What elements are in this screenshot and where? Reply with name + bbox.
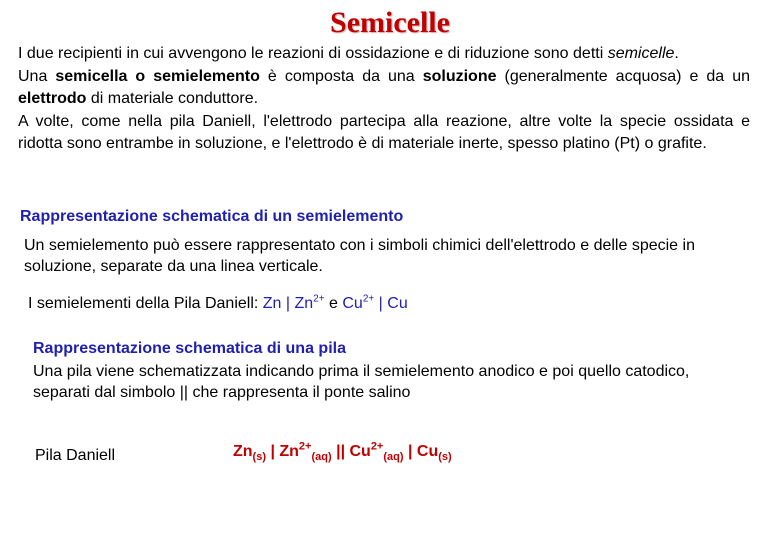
section-heading-semielemento: Rappresentazione schematica di un semielemento [20,208,404,225]
zn-half-cell [263,295,325,312]
intro-paragraph-1 [18,43,750,66]
cu-ion-symbol: Cu [342,295,363,312]
cu-ion-state: (aq) [383,451,404,464]
semielementi-label: I semielementi della Pila Daniell: [28,295,263,312]
pila-daniell-label: Pila Daniell [35,447,116,464]
zn-ion-charge: 2+ [298,440,312,453]
zn-ion-symbol: | Zn [266,443,299,460]
semielemento-description: Un semielemento può essere rappresentato con i simboli chimici dell'elettrodo e delle specie in soluzione, separate da una linea verticale. [24,237,695,275]
intro-p1-end: . [674,45,679,62]
cu-half-cell [342,295,407,312]
intro-p1-term: semicelle [607,45,675,62]
intro-paragraph-3: A volte, come nella pila Daniell, l'elettrodo partecipa alla reazione, altre volte la specie ossidata e ridotta sono entrambe in soluzione, e l'elettrodo è di materiale inerte, spesso platino (Pt) o grafite. [18,112,750,152]
intro-p2-term-soluzione: soluzione [422,67,497,85]
intro-text [18,43,750,156]
intro-p2-text-c: (generalmente acquosa) e da un [496,67,751,85]
daniell-semielementi-line [28,295,408,313]
cu-electrode-symbol: | Cu [374,295,408,312]
pila-description: Una pila viene schematizzata indicando prima il semielemento anodico e poi quello catodico, separati dal simbolo || che rappresenta il ponte salino [33,363,690,401]
daniell-cell-notation [233,440,452,464]
intro-p2-term-elettrodo: elettrodo [18,90,87,107]
intro-paragraph-2 [18,66,750,111]
cu-state: (s) [438,451,452,464]
and-word: e [324,295,343,312]
section-heading-pila: Rappresentazione schematica di una pila [33,340,346,357]
zn-half-cell-symbol: Zn | Zn [262,295,314,312]
zn-state: (s) [252,451,266,464]
zn-symbol: Zn [233,443,253,460]
cu-symbol: | Cu [403,443,439,460]
cu-charge: 2+ [362,293,375,305]
zn-ion-state: (aq) [311,451,332,464]
intro-p2-text-b: è composta da una [259,67,423,85]
cu-ion-charge: 2+ [370,440,384,453]
intro-p1-text: I due recipienti in cui avvengono le reazioni di ossidazione e di riduzione sono detti [18,45,608,62]
intro-p2-term-semicella: semicella o semielemento [55,67,260,85]
page-title: Semicelle [330,6,450,39]
zn-charge: 2+ [313,293,325,305]
intro-p2-text-a: Una [18,67,56,85]
intro-p2-text-d: di materiale conduttore. [86,90,259,107]
cu-ion-symbol-daniell: || Cu [331,443,371,460]
